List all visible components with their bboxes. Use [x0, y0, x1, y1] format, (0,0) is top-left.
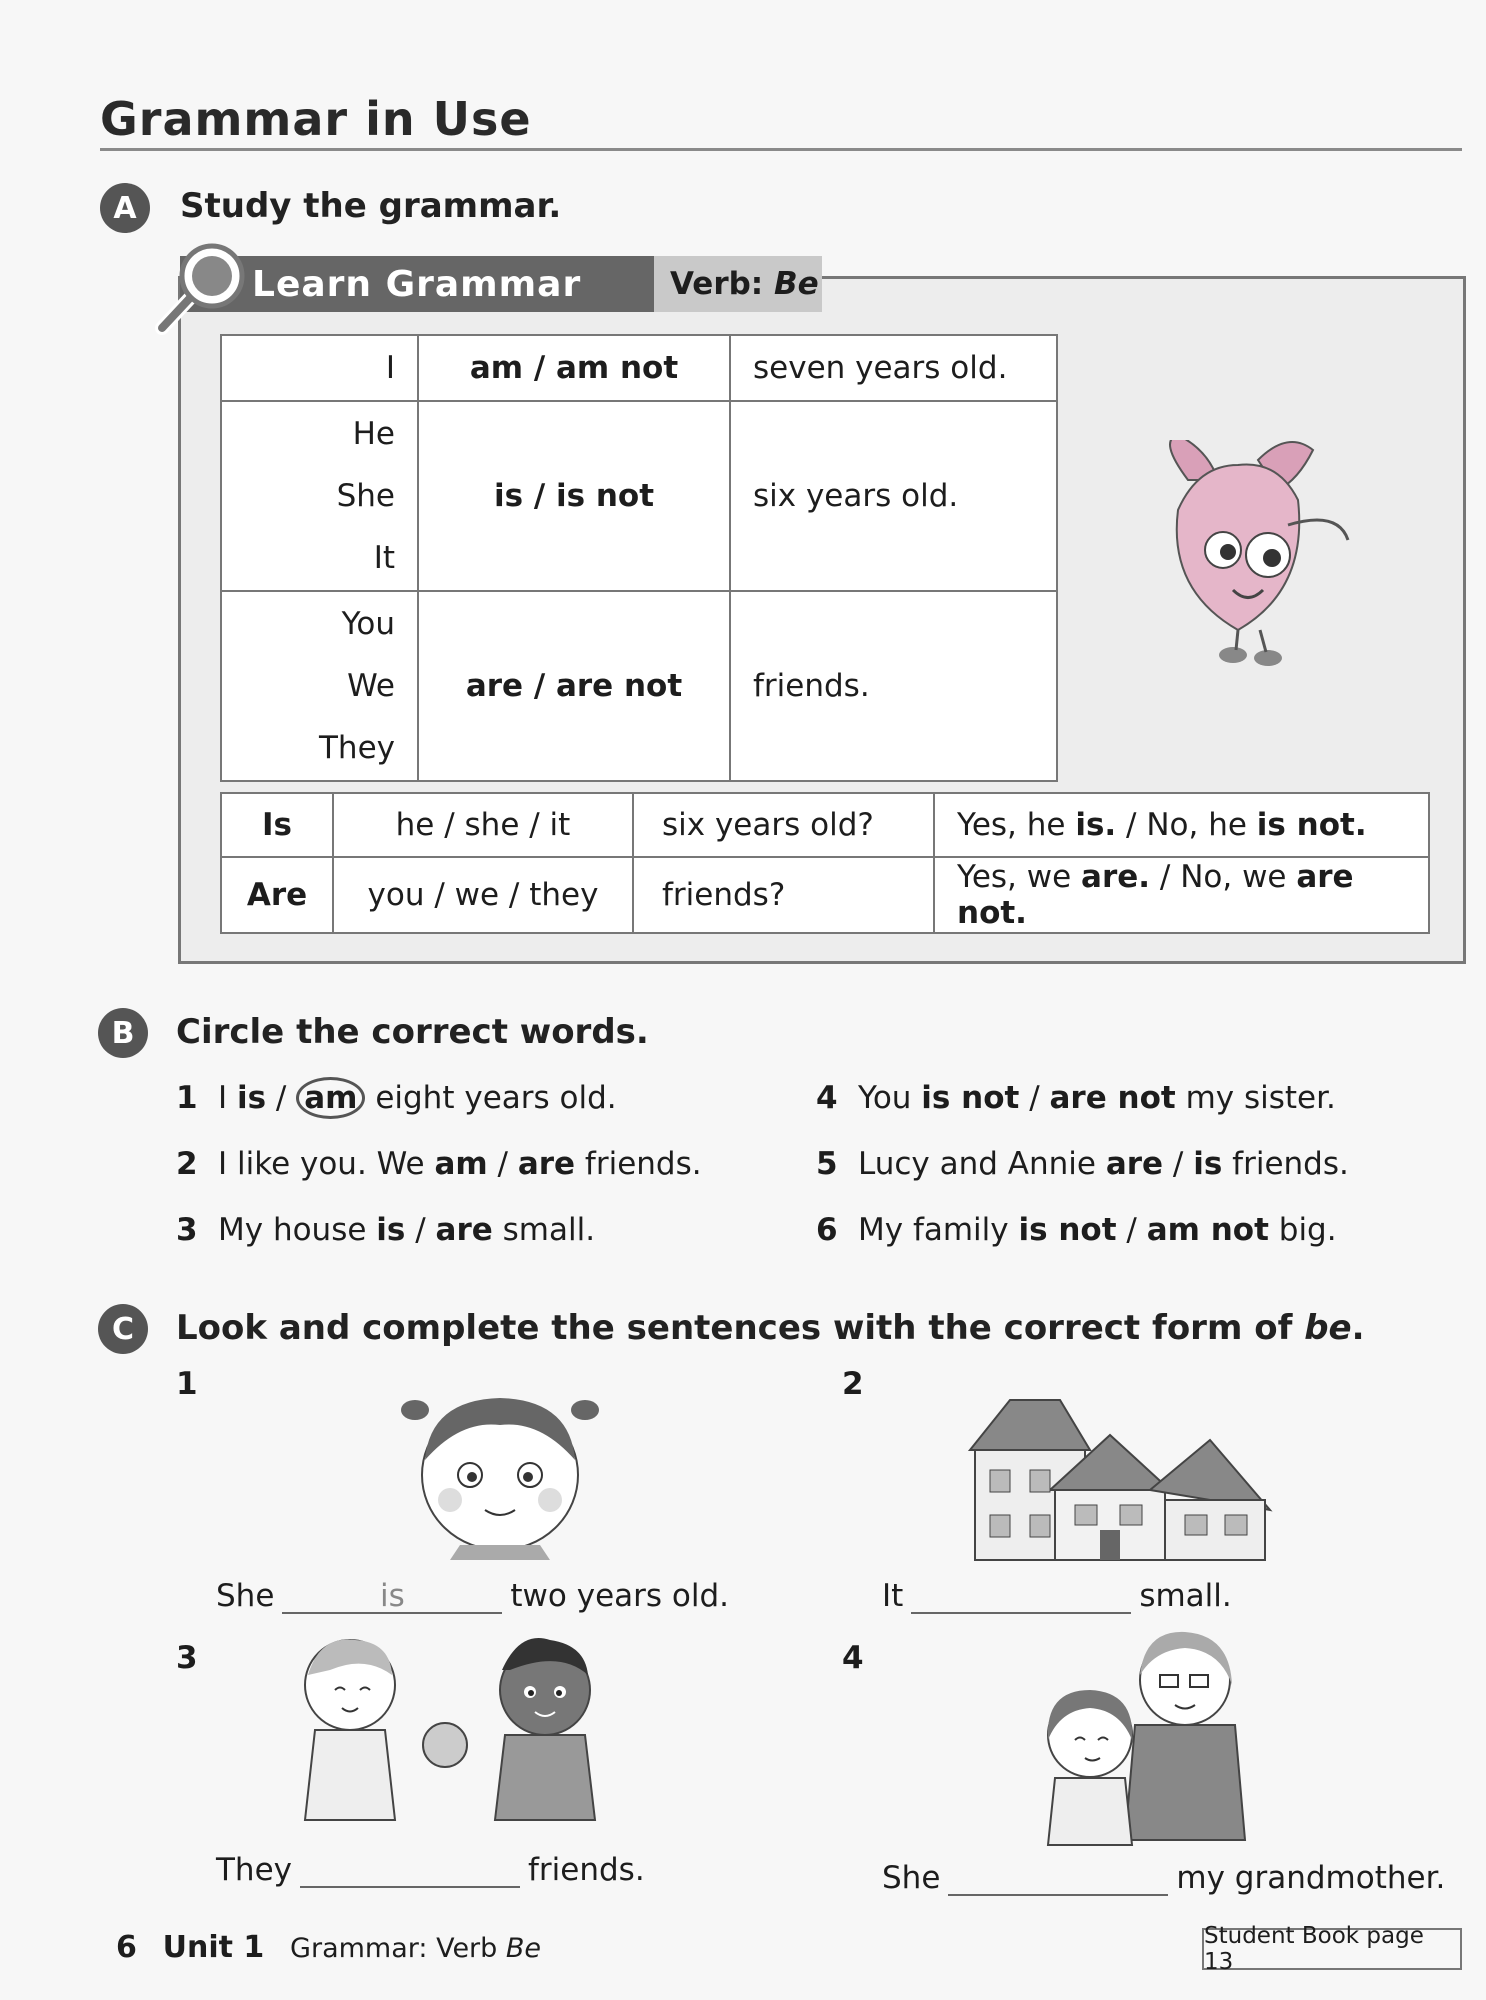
section-b-badge: B	[98, 1008, 148, 1058]
circled-answer[interactable]: am	[296, 1077, 365, 1119]
exercise-c-sentence-1: She is two years old.	[216, 1578, 730, 1614]
table-row: Are you / we / they friends? Yes, we are. / No, we are not.	[221, 857, 1429, 933]
exercise-c-sentence-3: They friends.	[216, 1852, 645, 1888]
learn-grammar-subtitle: Verb: Be	[654, 256, 822, 312]
exercise-b-item-1: 1 I is / am eight years old.	[176, 1080, 617, 1116]
page-footer: 6 Unit 1 Grammar: Verb Be	[116, 1930, 542, 1965]
exercise-b-item-3: 3 My house is / are small.	[176, 1212, 596, 1248]
grandmother-illustration	[1020, 1630, 1260, 1850]
table-row: Is he / she / it six years old? Yes, he is. / No, he is not.	[221, 793, 1429, 857]
page-number: 6	[116, 1930, 137, 1965]
grammar-table-affirmative	[220, 334, 1058, 782]
exercise-c-num-3: 3	[176, 1640, 198, 1676]
table-row: You We They are / are not friends.	[221, 591, 1057, 781]
grammar-table-questions	[220, 792, 1430, 934]
unit-label: Unit 1	[162, 1930, 265, 1965]
girl-face-illustration	[390, 1380, 610, 1560]
mascot-illustration	[1138, 440, 1368, 680]
section-c-badge: C	[98, 1304, 148, 1354]
exercise-c-sentence-2: It small.	[882, 1578, 1232, 1614]
table-row: He She It is / is not six years old.	[221, 401, 1057, 591]
answer-blank[interactable]	[300, 1852, 520, 1888]
exercise-b-item-2: 2 I like you. We am / are friends.	[176, 1146, 702, 1182]
exercise-c-sentence-4: She my grandmother.	[882, 1860, 1446, 1896]
section-a-instruction: Study the grammar.	[180, 186, 562, 226]
learn-grammar-title: Learn Grammar	[180, 256, 654, 312]
exercise-c-num-1: 1	[176, 1366, 198, 1402]
exercise-c-num-4: 4	[842, 1640, 864, 1676]
exercise-c-num-2: 2	[842, 1366, 864, 1402]
exercise-b-item-6: 6 My family is not / am not big.	[816, 1212, 1337, 1248]
answer-blank[interactable]	[948, 1860, 1168, 1896]
title-divider	[100, 148, 1462, 151]
section-a-badge: A	[100, 183, 150, 233]
exercise-b-item-5: 5 Lucy and Annie are / is friends.	[816, 1146, 1349, 1182]
table-row: I am / am not seven years old.	[221, 335, 1057, 401]
student-book-reference: Student Book page 13	[1202, 1928, 1462, 1970]
answer-blank[interactable]	[911, 1578, 1131, 1614]
magnifier-icon	[150, 240, 250, 340]
answer-blank[interactable]: is	[282, 1578, 502, 1614]
exercise-b-item-4: 4 You is not / are not my sister.	[816, 1080, 1336, 1116]
section-b-instruction: Circle the correct words.	[176, 1012, 649, 1052]
section-c-instruction: Look and complete the sentences with the correct form of be.	[176, 1308, 1365, 1348]
house-illustration	[950, 1380, 1280, 1570]
kids-playing-illustration	[270, 1630, 630, 1830]
page-title: Grammar in Use	[100, 92, 532, 146]
